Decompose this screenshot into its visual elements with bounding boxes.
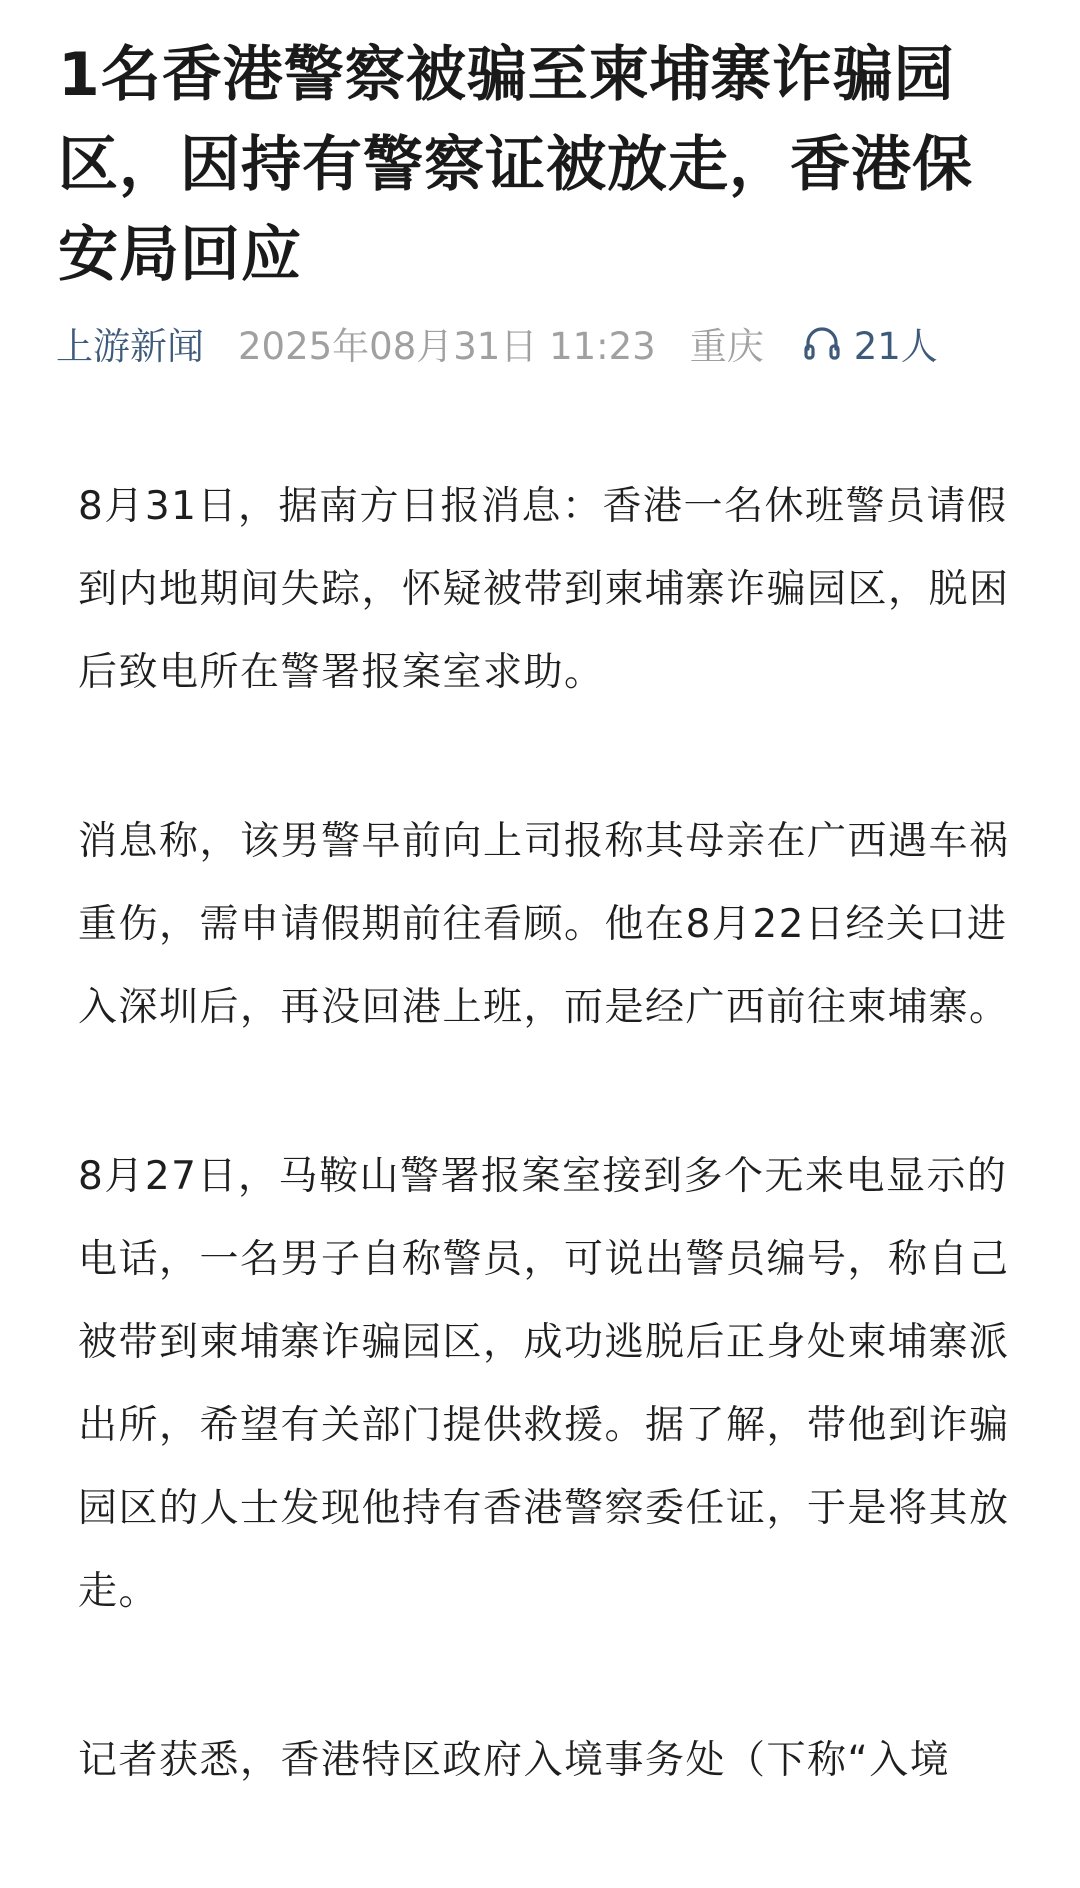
source-name[interactable]: 上游新闻 [56,325,204,368]
publish-date: 2025年08月31日 11:23 [238,325,656,368]
article-paragraph: 8月31日，据南方日报消息：香港一名休班警员请假到内地期间失踪，怀疑被带到柬埔寨诈骗园区，脱困后致电所在警署报案室求助。 [78,484,1010,695]
publish-location: 重庆 [689,325,764,368]
article-paragraph: 消息称，该男警早前向上司报称其母亲在广西遇车祸重伤，需申请假期前往看顾。他在8月22日经关口进入深圳后，再没回港上班，而是经广西前往柬埔寨。 [78,819,1010,1030]
article-meta [56,318,1046,368]
article-paragraph: 8月27日，马鞍山警署报案室接到多个无来电显示的电话，一名男子自称警员，可说出警员编号，称自己被带到柬埔寨诈骗园区，成功逃脱后正身处柬埔寨派出所，希望有关部门提供救援。据了解，带他到诈骗园区的人士发现他持有香港警察委任证，于是将其放走。 [78,1154,1010,1614]
article-paragraph: 记者获悉，香港特区政府入境事务处（下称“入境 [78,1738,951,1783]
article-body [78,465,1038,1888]
headphones-icon [802,323,842,363]
listener-count: 21人 [853,325,938,368]
listen-button[interactable] [802,316,938,370]
article-title: 1名香港警察被骗至柬埔寨诈骗园区，因持有警察证被放走，香港保安局回应 [58,40,973,290]
